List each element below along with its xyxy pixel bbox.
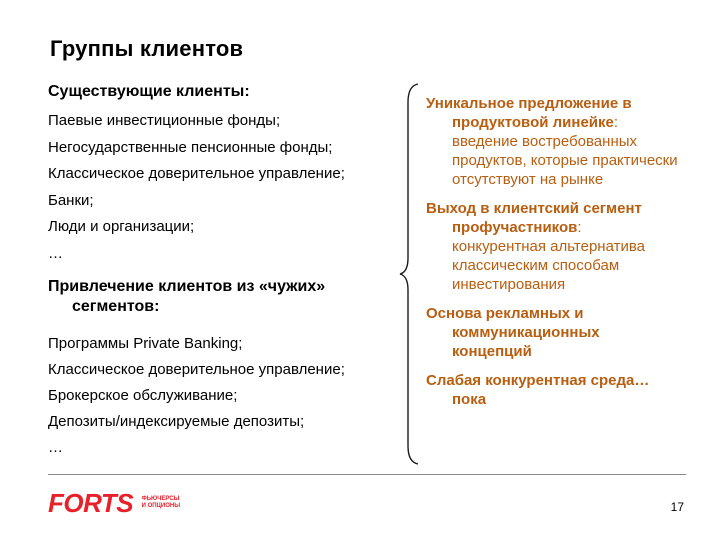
slide-title: Группы клиентов: [50, 36, 244, 61]
list-item: Паевые инвестиционные фонды;: [48, 112, 281, 129]
forts-logo: [48, 488, 180, 518]
list-item: …: [48, 439, 63, 456]
logo-wordmark: FORTS: [48, 488, 134, 518]
list-item: Люди и организации;: [48, 218, 195, 235]
existing-clients-heading: Существующие клиенты:: [48, 83, 250, 100]
list-item: Депозиты/индексируемые депозиты;: [48, 413, 305, 430]
existing-clients-list: [48, 108, 408, 267]
attract-clients-list: [48, 331, 408, 461]
list-item: Негосударственные пенсионные фонды;: [48, 138, 333, 156]
list-item: Банки;: [48, 191, 94, 209]
list-item: Программы Private Banking;: [48, 335, 243, 352]
benefits-column: [426, 94, 720, 419]
attract-heading-line1: Привлечение клиентов из «чужих»: [48, 278, 326, 295]
benefit-weak-competition: Слабая конкурентная среда… пока: [426, 372, 650, 408]
logo-subtitle: ФЬЮЧЕРСЫ И ОПЦИОНЫ: [141, 496, 181, 509]
attract-clients-heading: [48, 277, 408, 317]
list-item: Брокерское обслуживание;: [48, 387, 238, 404]
list-item: Классическое доверительное управление;: [48, 361, 345, 378]
list-item: …: [48, 244, 63, 262]
benefit-advertising-basis: Основа рекламных и коммуникационных концепций: [426, 305, 600, 360]
page-number: 17: [670, 500, 684, 514]
client-groups-column: [48, 82, 408, 461]
brace-divider: [398, 82, 422, 466]
attract-heading-line2: сегментов:: [72, 298, 160, 315]
benefit-professional-segment: Выход в клиентский сегмент профучастников: конкурентная альтернатива классическим способам инвестирования: [426, 200, 645, 293]
footer-divider: [48, 474, 686, 475]
benefit-unique-offer: Уникальное предложение в продуктовой линейке: введение востребованных продуктов, которые практически отсутствуют на рынке: [426, 95, 678, 188]
list-item: Классическое доверительное управление;: [48, 165, 345, 182]
